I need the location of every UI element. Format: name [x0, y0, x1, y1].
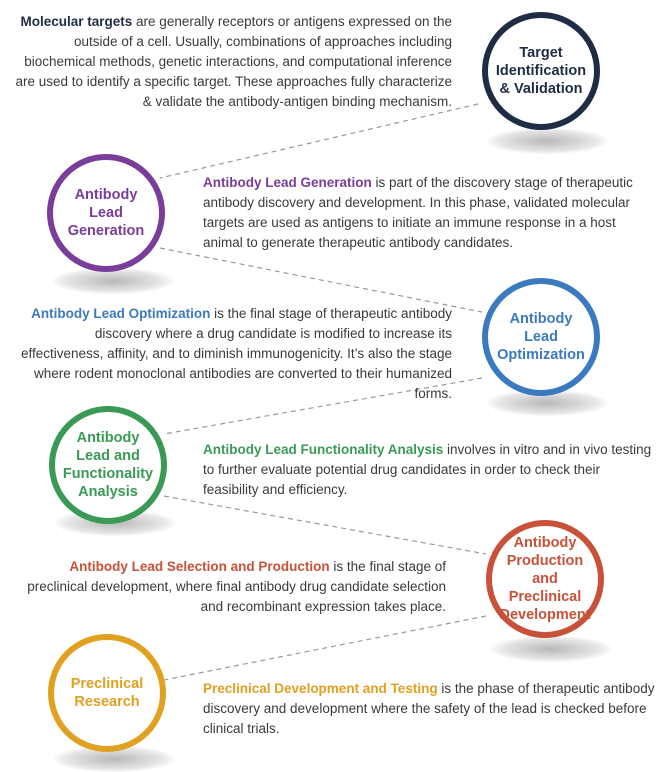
circle-label: Antibody Lead and Functionality Analysis: [62, 430, 154, 500]
step-description-target-identification: [14, 12, 452, 112]
circle-label: Preclinical Research: [70, 676, 144, 710]
step-highlight: Antibody Lead Selection and Production: [69, 559, 330, 574]
step-highlight: Preclinical Development and Testing: [203, 681, 438, 696]
circle-shadow: [487, 128, 607, 154]
circle-shadow: [491, 636, 611, 662]
circle-label: Target Identification & Validation: [495, 45, 587, 97]
step-highlight: Antibody Lead Generation: [203, 175, 372, 190]
step-circle-production-preclinical: [486, 520, 604, 638]
step-body: is the phase of therapeutic antibody discovery and development where the safety of the lead is checked before clinical trials.: [203, 681, 655, 736]
step-circle-lead-generation: [47, 154, 165, 272]
connector-1-2: [160, 104, 478, 178]
circle-shadow: [53, 268, 173, 294]
circle-label: Antibody Production and Preclinical Development: [499, 535, 591, 623]
step-body: involves in vitro and in vivo testing to further evaluate potential drug candidates in order to check their feasibility and efficiency.: [203, 442, 652, 497]
step-circle-lead-optimization: [482, 278, 600, 396]
step-circle-functionality-analysis: [49, 406, 167, 524]
step-body: are generally receptors or antigens expressed on the outside of a cell. Usually, combinations of approaches including biochemical methods, genetic interactions, and computational inference are used to identify a specific target. These approaches fully characterize & validate the antibody-antigen binding mechanism.: [15, 14, 452, 109]
step-circle-preclinical-research: [48, 634, 166, 752]
step-description-preclinical-research: [203, 679, 655, 739]
step-description-lead-optimization: [14, 304, 452, 404]
step-highlight: Antibody Lead Functionality Analysis: [203, 442, 444, 457]
step-circle-target-identification: [482, 12, 600, 130]
step-body: is the final stage of preclinical development, where final antibody drug candidate selection and recombinant expression takes place.: [27, 559, 446, 614]
circle-label: Antibody Lead Generation: [67, 187, 145, 239]
circle-label: Antibody Lead Optimization: [497, 311, 585, 363]
connector-4-5: [164, 496, 486, 554]
step-body: is the final stage of therapeutic antibody discovery where a drug candidate is modified to increase its effectiveness, affinity, and to diminish immunogenicity. It’s also the stage where rodent monoclonal antibodies are converted to their humanized forms.: [21, 306, 452, 401]
step-highlight: Molecular targets: [20, 14, 133, 29]
step-body: is part of the discovery stage of therapeutic antibody discovery and development. In this phase, validated molecular targets are used as antigens to initiate an immune response in a host animal to generate therapeutic antibody candidates.: [203, 175, 633, 250]
step-description-lead-generation: [203, 173, 655, 253]
step-description-functionality-analysis: [203, 440, 655, 500]
connector-2-3: [160, 248, 482, 312]
connector-5-6: [164, 616, 486, 680]
step-description-production-preclinical: [14, 557, 446, 617]
step-highlight: Antibody Lead Optimization: [31, 306, 211, 321]
